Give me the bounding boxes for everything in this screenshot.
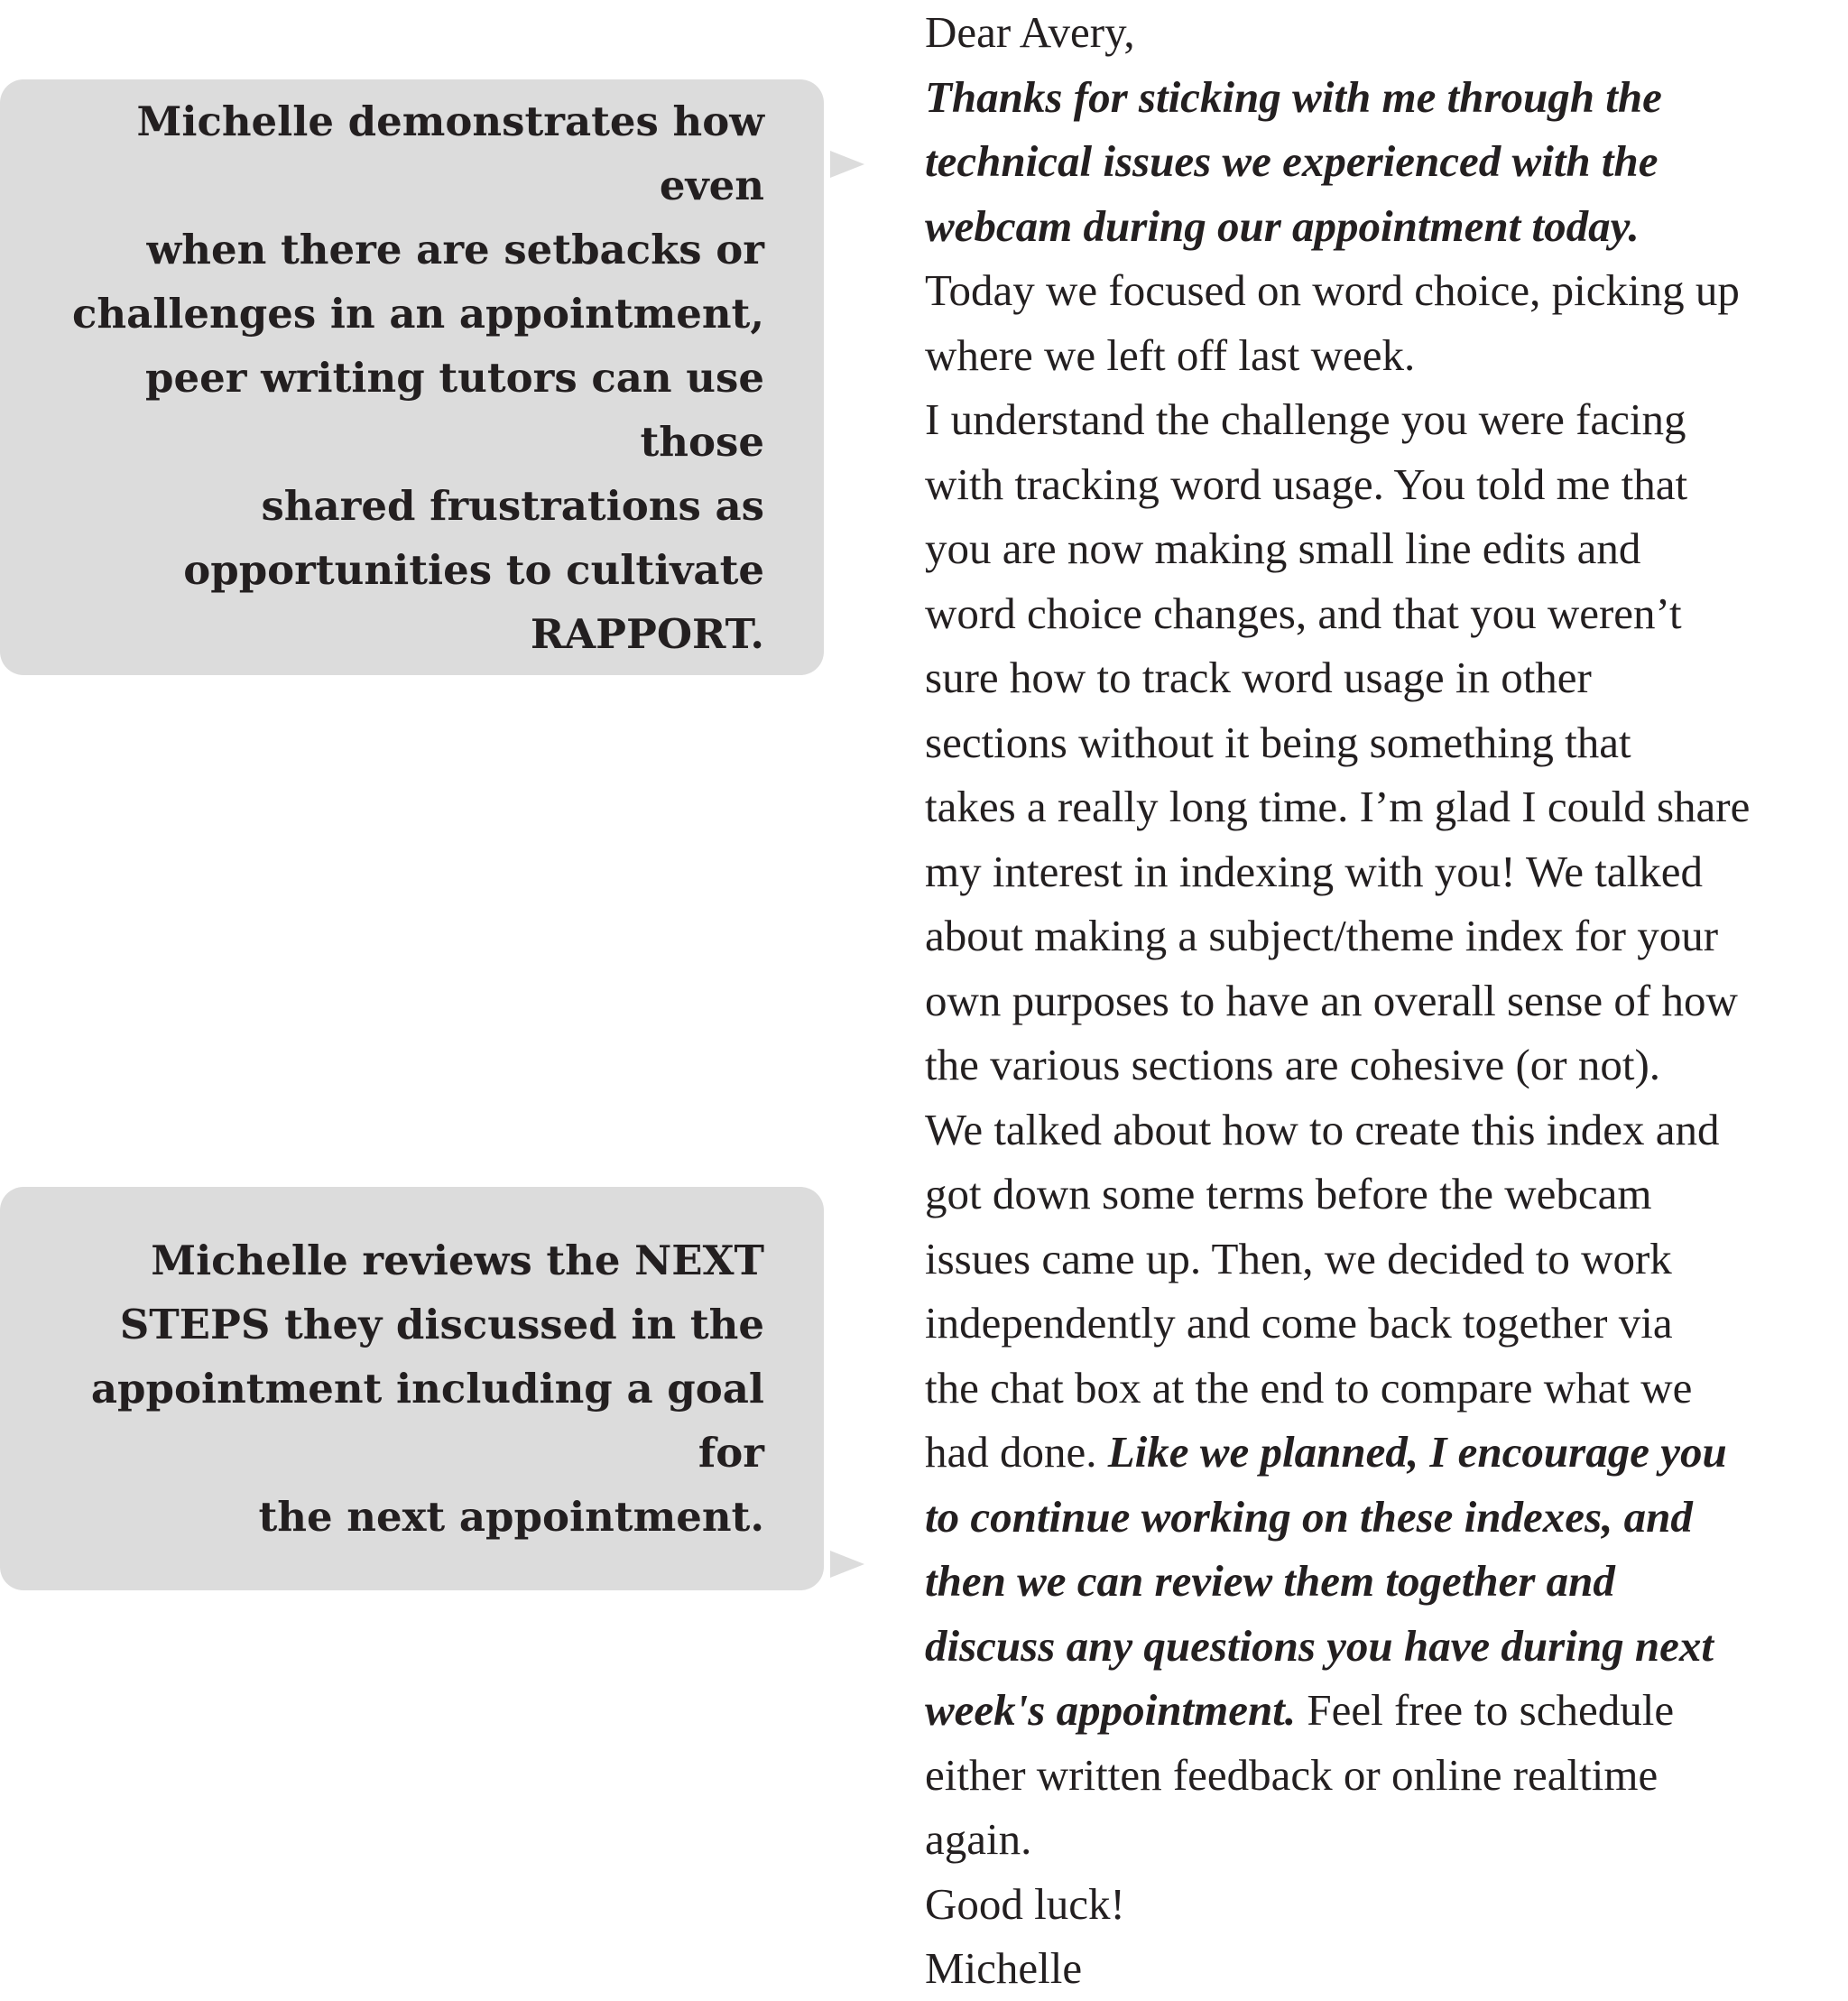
letter-signature: Michelle [925,1943,1083,1993]
callout-line: RAPPORT. [530,609,764,658]
letter-text: had done. [925,1427,1097,1477]
letter-line-emphasis: Thanks for sticking with me through the [925,71,1662,122]
letter-text-emphasis: Like we planned, I encourage you [1107,1427,1727,1477]
callout-pointer-arrow-icon [830,151,864,178]
letter-line: issues came up. Then, we decided to work [925,1233,1672,1283]
letter-line: with tracking word usage. You told me that [925,459,1688,509]
letter-line-emphasis: then we can review them together and [925,1556,1615,1606]
letter-line: the various sections are cohesive (or not). [925,1040,1661,1089]
callout-line: Michelle reviews the NEXT [151,1237,764,1284]
letter-line: again. [925,1814,1032,1864]
letter-line: where we left off last week. [925,329,1416,380]
letter-line: takes a really long time. I’m glad I could share [925,782,1751,831]
letter-line: We talked about how to create this index and [925,1104,1720,1154]
letter-text: Feel free to schedule [1307,1685,1675,1735]
callout-line: opportunities to cultivate [183,545,764,594]
letter-line [925,1678,1848,1743]
callout-line: when there are setbacks or [146,225,764,273]
letter-line: my interest in indexing with you! We talked [925,846,1704,896]
callout-line: the next appointment. [258,1493,764,1541]
letter-line: either written feedback or online realtime [925,1749,1659,1800]
letter-salutation: Dear Avery, [925,7,1135,57]
letter-line: I understand the challenge you were facing [925,394,1686,444]
callout-next-steps [0,1187,824,1590]
letter-line: Today we focused on word choice, picking up [925,265,1740,315]
letter-line: about making a subject/theme index for your [925,911,1719,960]
letter-line: got down some terms before the webcam [925,1169,1652,1218]
letter-text-emphasis: week's appointment. [925,1685,1297,1735]
callout-line: challenges in an appointment, [71,289,764,338]
letter-line: sure how to track word usage in other [925,653,1592,702]
letter-line [925,1420,1848,1485]
letter-line: own purposes to have an overall sense of how [925,975,1738,1025]
letter-line: sections without it being something that [925,717,1631,767]
letter-body [925,0,1848,2001]
letter-line-emphasis: webcam during our appointment today. [925,200,1640,251]
callout-line: STEPS they discussed in the [119,1301,764,1348]
callout-line: Michelle demonstrates how even [136,97,764,209]
callout-line: peer writing tutors can use those [144,353,764,466]
letter-line-emphasis: discuss any questions you have during next [925,1620,1714,1671]
letter-line-emphasis: technical issues we experienced with the [925,136,1659,186]
callout-line: shared frustrations as [261,481,764,530]
callout-pointer-arrow-icon [830,1551,864,1578]
callout-rapport [0,79,824,675]
letter-line: the chat box at the end to compare what we [925,1362,1693,1413]
callout-line: appointment including a goal for [90,1365,764,1477]
letter-closing: Good luck! [925,1878,1125,1929]
letter-line: independently and come back together via [925,1298,1673,1348]
letter-line: word choice changes, and that you weren’t [925,588,1682,638]
letter-line-emphasis: to continue working on these indexes, and [925,1491,1693,1542]
letter-line: you are now making small line edits and [925,523,1641,573]
